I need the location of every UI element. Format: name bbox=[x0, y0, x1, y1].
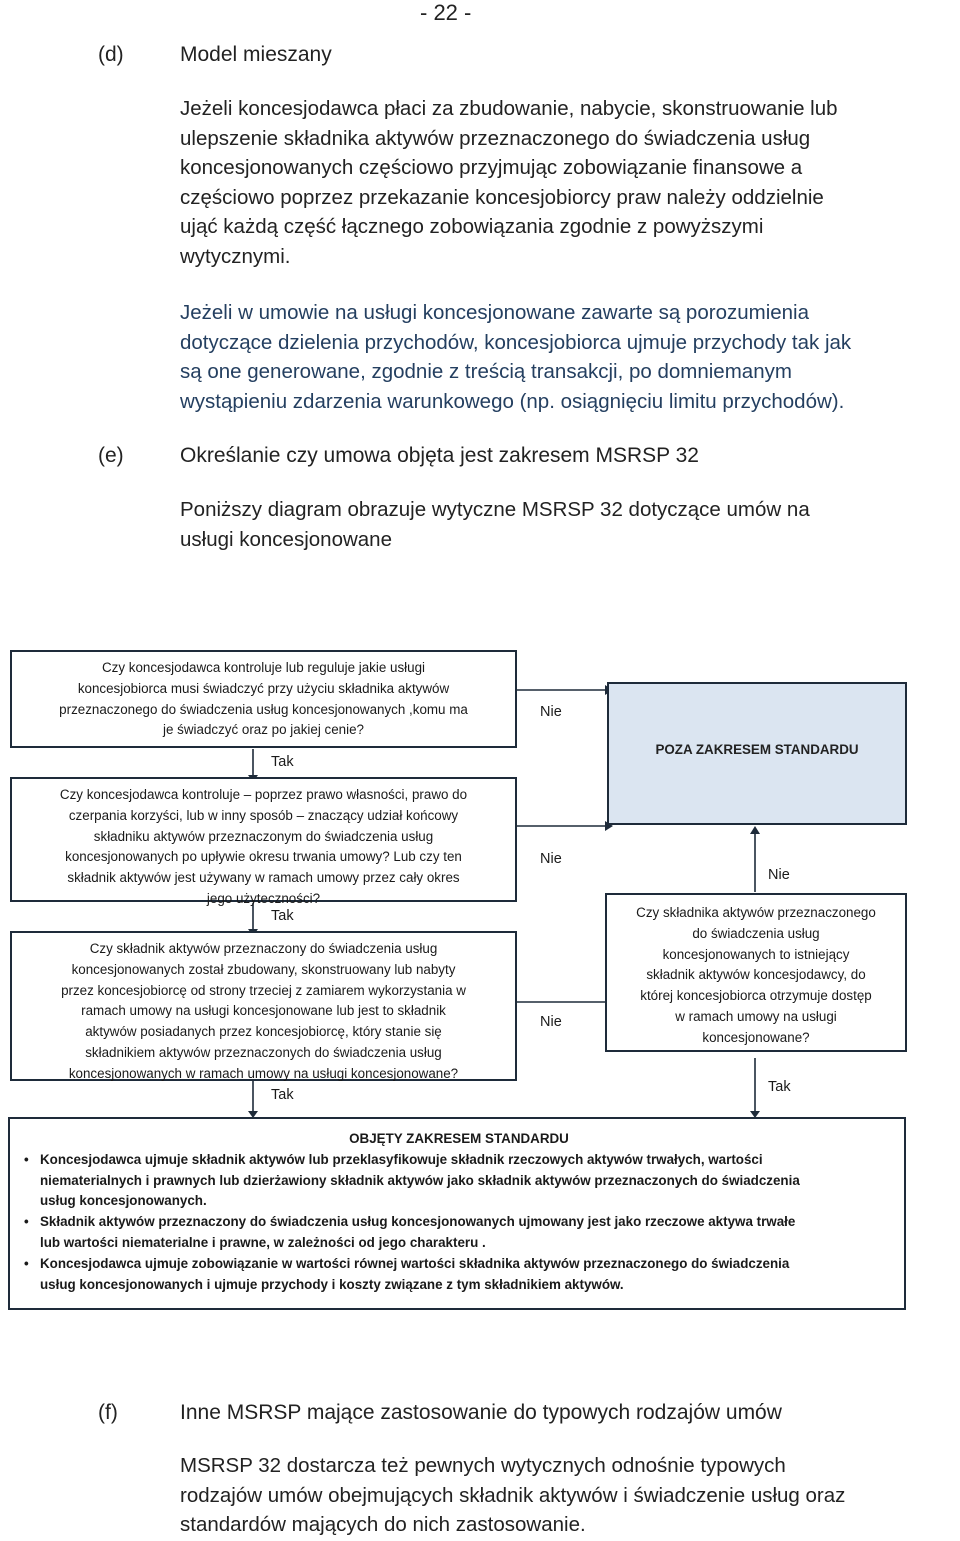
no-label: Nie bbox=[540, 704, 562, 720]
section-f-label: (f) bbox=[98, 1401, 118, 1424]
bullet-icon: • bbox=[24, 1151, 29, 1167]
text-line: wytycznymi. bbox=[180, 244, 291, 268]
text-line: Jeżeli koncesjodawca płaci za zbudowanie, nabycie, skonstruowanie lub bbox=[180, 97, 838, 120]
text-line: usług koncesjonowanych i ujmuje przychody i koszty związane z tym składnikiem aktywów. bbox=[40, 1276, 624, 1292]
text-line: w ramach umowy na usługi bbox=[675, 1008, 837, 1024]
text-line: Składnik aktywów przeznaczony do świadczenia usług koncesjonowanych ujmowany jest jako rzeczowe aktywa trwałe bbox=[40, 1214, 796, 1230]
bullet-icon: • bbox=[24, 1214, 29, 1230]
text-line: koncesjobiorca musi świadczyć przy użyciu składnika aktywów bbox=[77, 680, 450, 696]
text-line: składnik aktywów jest używany w ramach umowy przez cały okres bbox=[67, 870, 460, 886]
text-line: składniku aktywów przeznaczonym do świadczenia usług bbox=[93, 828, 434, 844]
bullet-icon: • bbox=[24, 1255, 29, 1271]
text-line: koncesjonowane? bbox=[702, 1029, 810, 1045]
text-line: ująć każdą część łącznego zobowiązania zgodnie z powyższymi bbox=[180, 215, 764, 239]
page-number: - 22 - bbox=[420, 0, 472, 25]
text-line: ulepszenie składnika aktywów przeznaczonego do świadczenia usług bbox=[180, 126, 811, 150]
question-4-box bbox=[605, 893, 907, 1052]
in-scope-item bbox=[24, 1212, 890, 1254]
text-line: której koncesjobiorca otrzymuje dostęp bbox=[640, 988, 872, 1004]
section-e-label: (e) bbox=[98, 444, 124, 467]
text-line: dotyczące dzielenia przychodów, koncesjobiorca ujmuje przychody tak jak bbox=[180, 330, 852, 354]
section-e-title: Określanie czy umowa objęta jest zakresem MSRSP 32 bbox=[180, 444, 699, 467]
text-line: MSRSP 32 dostarcza też pewnych wytycznych odnośnie typowych bbox=[180, 1454, 786, 1477]
question-3-box bbox=[10, 931, 517, 1081]
text-line: jego użyteczności? bbox=[206, 890, 321, 906]
text-line: Jeżeli w umowie na usługi koncesjonowane zawarte są porozumienia bbox=[180, 301, 810, 324]
text-line: są one generowane, zgodnie z treścią transakcji, po domniemanym bbox=[180, 360, 792, 384]
text-line: koncesjonowanych częściowo przyjmując zobowiązanie finansowe a bbox=[180, 156, 803, 180]
text-line: ramach umowy na usługi koncesjonowane lub jest to składnik bbox=[81, 1003, 446, 1019]
text-line: koncesjonowanych po upływie okresu trwania umowy? Lub czy ten bbox=[65, 849, 462, 865]
text-line: usług koncesjonowanych. bbox=[40, 1193, 207, 1209]
arrowhead-icon bbox=[750, 826, 760, 834]
text-line: lub wartości niematerialne i prawne, w zależności od jego charakteru . bbox=[40, 1234, 486, 1250]
yes-label: Tak bbox=[271, 908, 294, 924]
text-line: czerpania korzyści, lub w inny sposób – znaczący udział końcowy bbox=[68, 807, 459, 823]
text-line: wystąpieniu zdarzenia warunkowego (np. osiągnięciu limitu przychodów). bbox=[180, 389, 845, 413]
text-line: Koncesjodawca ujmuje składnik aktywów lub przeklasyfikowuje składnik rzeczowych aktywów trwałych, wartości bbox=[40, 1151, 763, 1167]
text-line: aktywów posiadanych przez koncesjobiorcę, który stanie się bbox=[85, 1024, 442, 1040]
no-label: Nie bbox=[540, 1014, 562, 1030]
text-line: standardów mających do nich zastosowanie. bbox=[180, 1513, 586, 1537]
text-line: Czy koncesjodawca kontroluje – poprzez prawo własności, prawo do bbox=[59, 787, 468, 802]
question-2-box bbox=[10, 777, 517, 906]
text-line: usługi koncesjonowane bbox=[180, 527, 392, 551]
section-d-label: (d) bbox=[98, 43, 124, 66]
text-line: koncesjonowanych w ramach umowy na usługi koncesjonowane? bbox=[68, 1065, 459, 1081]
outside-scope-box bbox=[607, 682, 907, 825]
in-scope-box bbox=[8, 1117, 906, 1310]
text-line: składnikiem aktywów przeznaczonych do świadczenia usług bbox=[85, 1044, 442, 1060]
no-label: Nie bbox=[540, 851, 562, 867]
text-line: składnik aktywów koncesjodawcy, do bbox=[646, 967, 866, 983]
yes-label: Tak bbox=[768, 1079, 791, 1095]
text-line: je świadczyć oraz po jakiej cenie? bbox=[163, 722, 364, 738]
in-scope-item bbox=[24, 1150, 890, 1212]
yes-label: Tak bbox=[271, 1087, 294, 1103]
section-f-paragraph bbox=[180, 1451, 960, 1540]
text-line: rodzajów umów obejmujących składnik aktywów i świadczenie usług oraz bbox=[180, 1483, 846, 1507]
text-line: niematerialnych i prawnych lub dzierżawiony składnik aktywów jako składnik aktywów przeznaczonych do świadczenia bbox=[40, 1172, 800, 1188]
section-f-title: Inne MSRSP mające zastosowanie do typowych rodzajów umów bbox=[180, 1401, 782, 1424]
no-label: Nie bbox=[768, 867, 790, 883]
text-line: przez koncesjobiorcę od strony trzeciej z zamiarem wykorzystania w bbox=[61, 982, 466, 998]
text-line: koncesjonowanych to istniejący bbox=[662, 946, 850, 962]
section-d-title: Model mieszany bbox=[180, 43, 332, 66]
text-line: przeznaczonego do świadczenia usług koncesjonowanych ,komu ma bbox=[59, 701, 468, 717]
outside-scope-label: POZA ZAKRESEM STANDARDU bbox=[655, 742, 859, 757]
text-line: częściowo poprzez przekazanie koncesjobiorcy praw należy oddzielnie bbox=[180, 185, 824, 209]
question-1-box bbox=[10, 650, 517, 748]
in-scope-title: OBJĘTY ZAKRESEM STANDARDU bbox=[349, 1131, 569, 1146]
text-line: Czy składnika aktywów przeznaczonego bbox=[636, 905, 876, 920]
text-line: Czy składnik aktywów przeznaczony do świadczenia usług bbox=[89, 941, 438, 956]
in-scope-item bbox=[24, 1254, 890, 1296]
text-line: Poniższy diagram obrazuje wytyczne MSRSP 32 dotyczące umów na bbox=[180, 498, 810, 521]
text-line: Koncesjodawca ujmuje zobowiązanie w wartości równej wartości składnika aktywów przeznaczonego do świadczenia bbox=[40, 1255, 790, 1271]
text-line: Czy koncesjodawca kontroluje lub reguluje jakie usługi bbox=[101, 660, 426, 675]
text-line: koncesjonowanych został zbudowany, skonstruowany lub nabyty bbox=[71, 961, 456, 977]
text-line: do świadczenia usług bbox=[692, 925, 820, 941]
yes-label: Tak bbox=[271, 754, 294, 770]
